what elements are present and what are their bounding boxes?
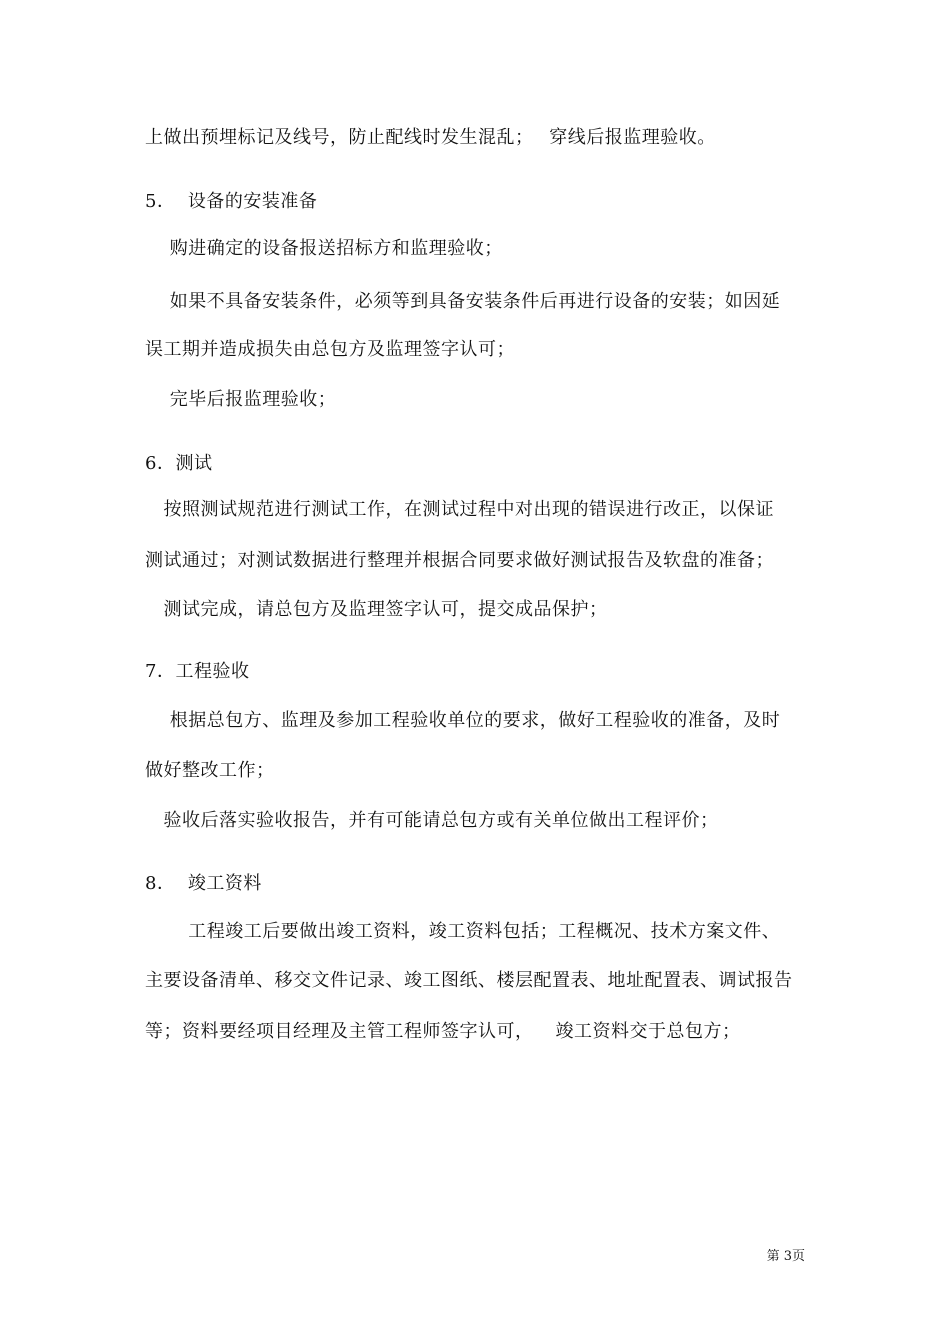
text-line: 做好整改工作； <box>145 760 275 781</box>
text-line: 主要设备清单、移交文件记录、竣工图纸、楼层配置表、地址配置表、调试报告 <box>145 970 793 991</box>
text-line: 验收后落实验收报告，并有可能请总包方或有关单位做出工程评价； <box>145 810 719 831</box>
text-line: 按照测试规范进行测试工作，在测试过程中对出现的错误进行改正，以保证 <box>145 499 774 520</box>
section-heading: 6．测试 <box>145 453 213 474</box>
text-line: 根据总包方、监理及参加工程验收单位的要求，做好工程验收的准备，及时 <box>145 710 781 731</box>
text-line: 测试通过；对测试数据进行整理并根据合同要求做好测试报告及软盘的准备； <box>145 550 774 571</box>
text-line: 等；资料要经项目经理及主管工程师签字认可， 竣工资料交于总包方； <box>145 1021 741 1042</box>
text-line: 完毕后报监理验收； <box>145 389 337 410</box>
section-heading: 5． 设备的安装准备 <box>145 191 318 212</box>
section-heading: 8． 竣工资料 <box>145 873 262 894</box>
page-number: 第 3页 <box>766 1249 805 1264</box>
text-line: 误工期并造成损失由总包方及监理签字认可； <box>145 339 515 360</box>
text-line: 购进确定的设备报送招标方和监理验收； <box>145 238 503 259</box>
text-line: 如果不具备安装条件，必须等到具备安装条件后再进行设备的安装；如因延 <box>145 291 781 312</box>
text-line: 测试完成，请总包方及监理签字认可，提交成品保护； <box>145 599 608 620</box>
text-line: 上做出预埋标记及线号，防止配线时发生混乱； 穿线后报监理验收。 <box>145 127 716 148</box>
text-line: 工程竣工后要做出竣工资料，竣工资料包括；工程概况、技术方案文件、 <box>145 921 781 942</box>
section-heading: 7．工程验收 <box>145 661 250 682</box>
